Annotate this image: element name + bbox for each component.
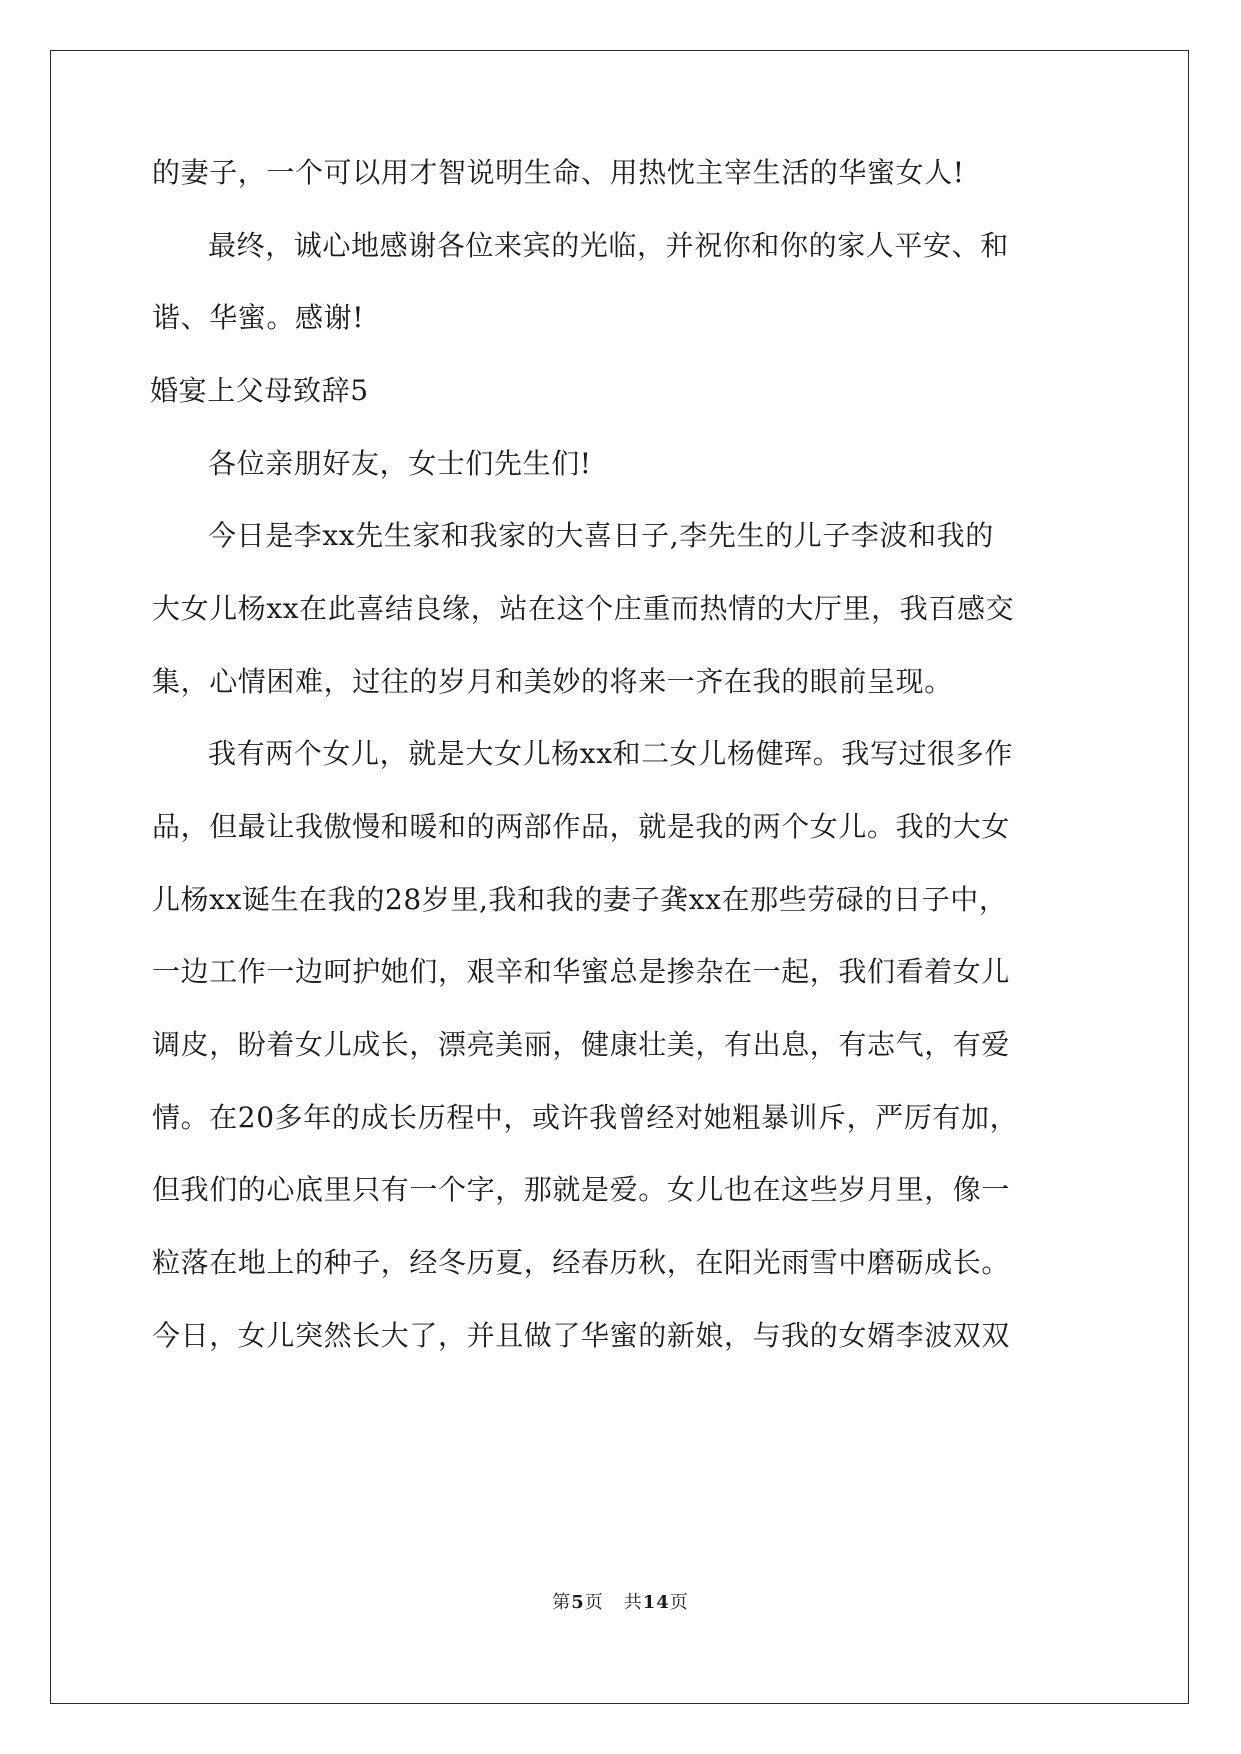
text-line-10: 品，但最让我傲慢和暖和的两部作品，就是我的两个女儿。我的大女	[152, 810, 1011, 843]
section-heading: 婚宴上父母致辞5	[150, 374, 369, 407]
text-line-1: 的妻子，一个可以用才智说明生命、用热忱主宰生活的华蜜女人!	[152, 156, 965, 189]
text-line-2: 最终，诚心地感谢各位来宾的光临，并祝你和你的家人平安、和	[208, 229, 1009, 262]
text-line-9: 我有两个女儿，就是大女儿杨xx和二女儿杨健珲。我写过很多作	[208, 737, 1013, 770]
total-unit: 页	[669, 1592, 689, 1613]
text-line-12: 一边工作一边呵护她们，艰辛和华蜜总是掺杂在一起，我们看着女儿	[152, 955, 1011, 988]
text-line-3: 谐、华蜜。感谢!	[152, 301, 365, 334]
text-line-17: 今日，女儿突然长大了，并且做了华蜜的新娘，与我的女婿李波双双	[152, 1319, 1011, 1352]
text-line-14: 情。在20多年的成长历程中，或许我曾经对她粗暴训斥，严厉有加，	[152, 1101, 1019, 1134]
page-unit: 页	[584, 1592, 604, 1613]
text-line-15: 但我们的心底里只有一个字，那就是爱。女儿也在这些岁月里，像一	[152, 1173, 1011, 1206]
page-footer	[0, 1591, 1241, 1615]
text-line-16: 粒落在地上的种子，经冬历夏，经春历秋，在阳光雨雪中磨砺成长。	[152, 1246, 1011, 1279]
text-line-8: 集，心情困难，过往的岁月和美妙的将来一齐在我的眼前呈现。	[152, 665, 953, 698]
total-prefix: 共	[623, 1592, 643, 1613]
text-line-7: 大女儿杨xx在此喜结良缘，站在这个庄重而热情的大厅里，我百感交	[152, 592, 1015, 625]
text-line-11: 儿杨xx诞生在我的28岁里,我和我的妻子龚xx在那些劳碌的日子中，	[152, 883, 1008, 916]
text-line-5: 各位亲朋好友，女士们先生们!	[208, 447, 592, 480]
page-prefix: 第	[552, 1592, 572, 1613]
text-line-13: 调皮，盼着女儿成长，漂亮美丽，健康壮美，有出息，有志气，有爱	[152, 1028, 1011, 1061]
page-number: 5	[571, 1592, 585, 1613]
text-line-6: 今日是李xx先生家和我家的大喜日子,李先生的儿子李波和我的	[208, 519, 994, 552]
total-pages: 14	[642, 1592, 670, 1613]
